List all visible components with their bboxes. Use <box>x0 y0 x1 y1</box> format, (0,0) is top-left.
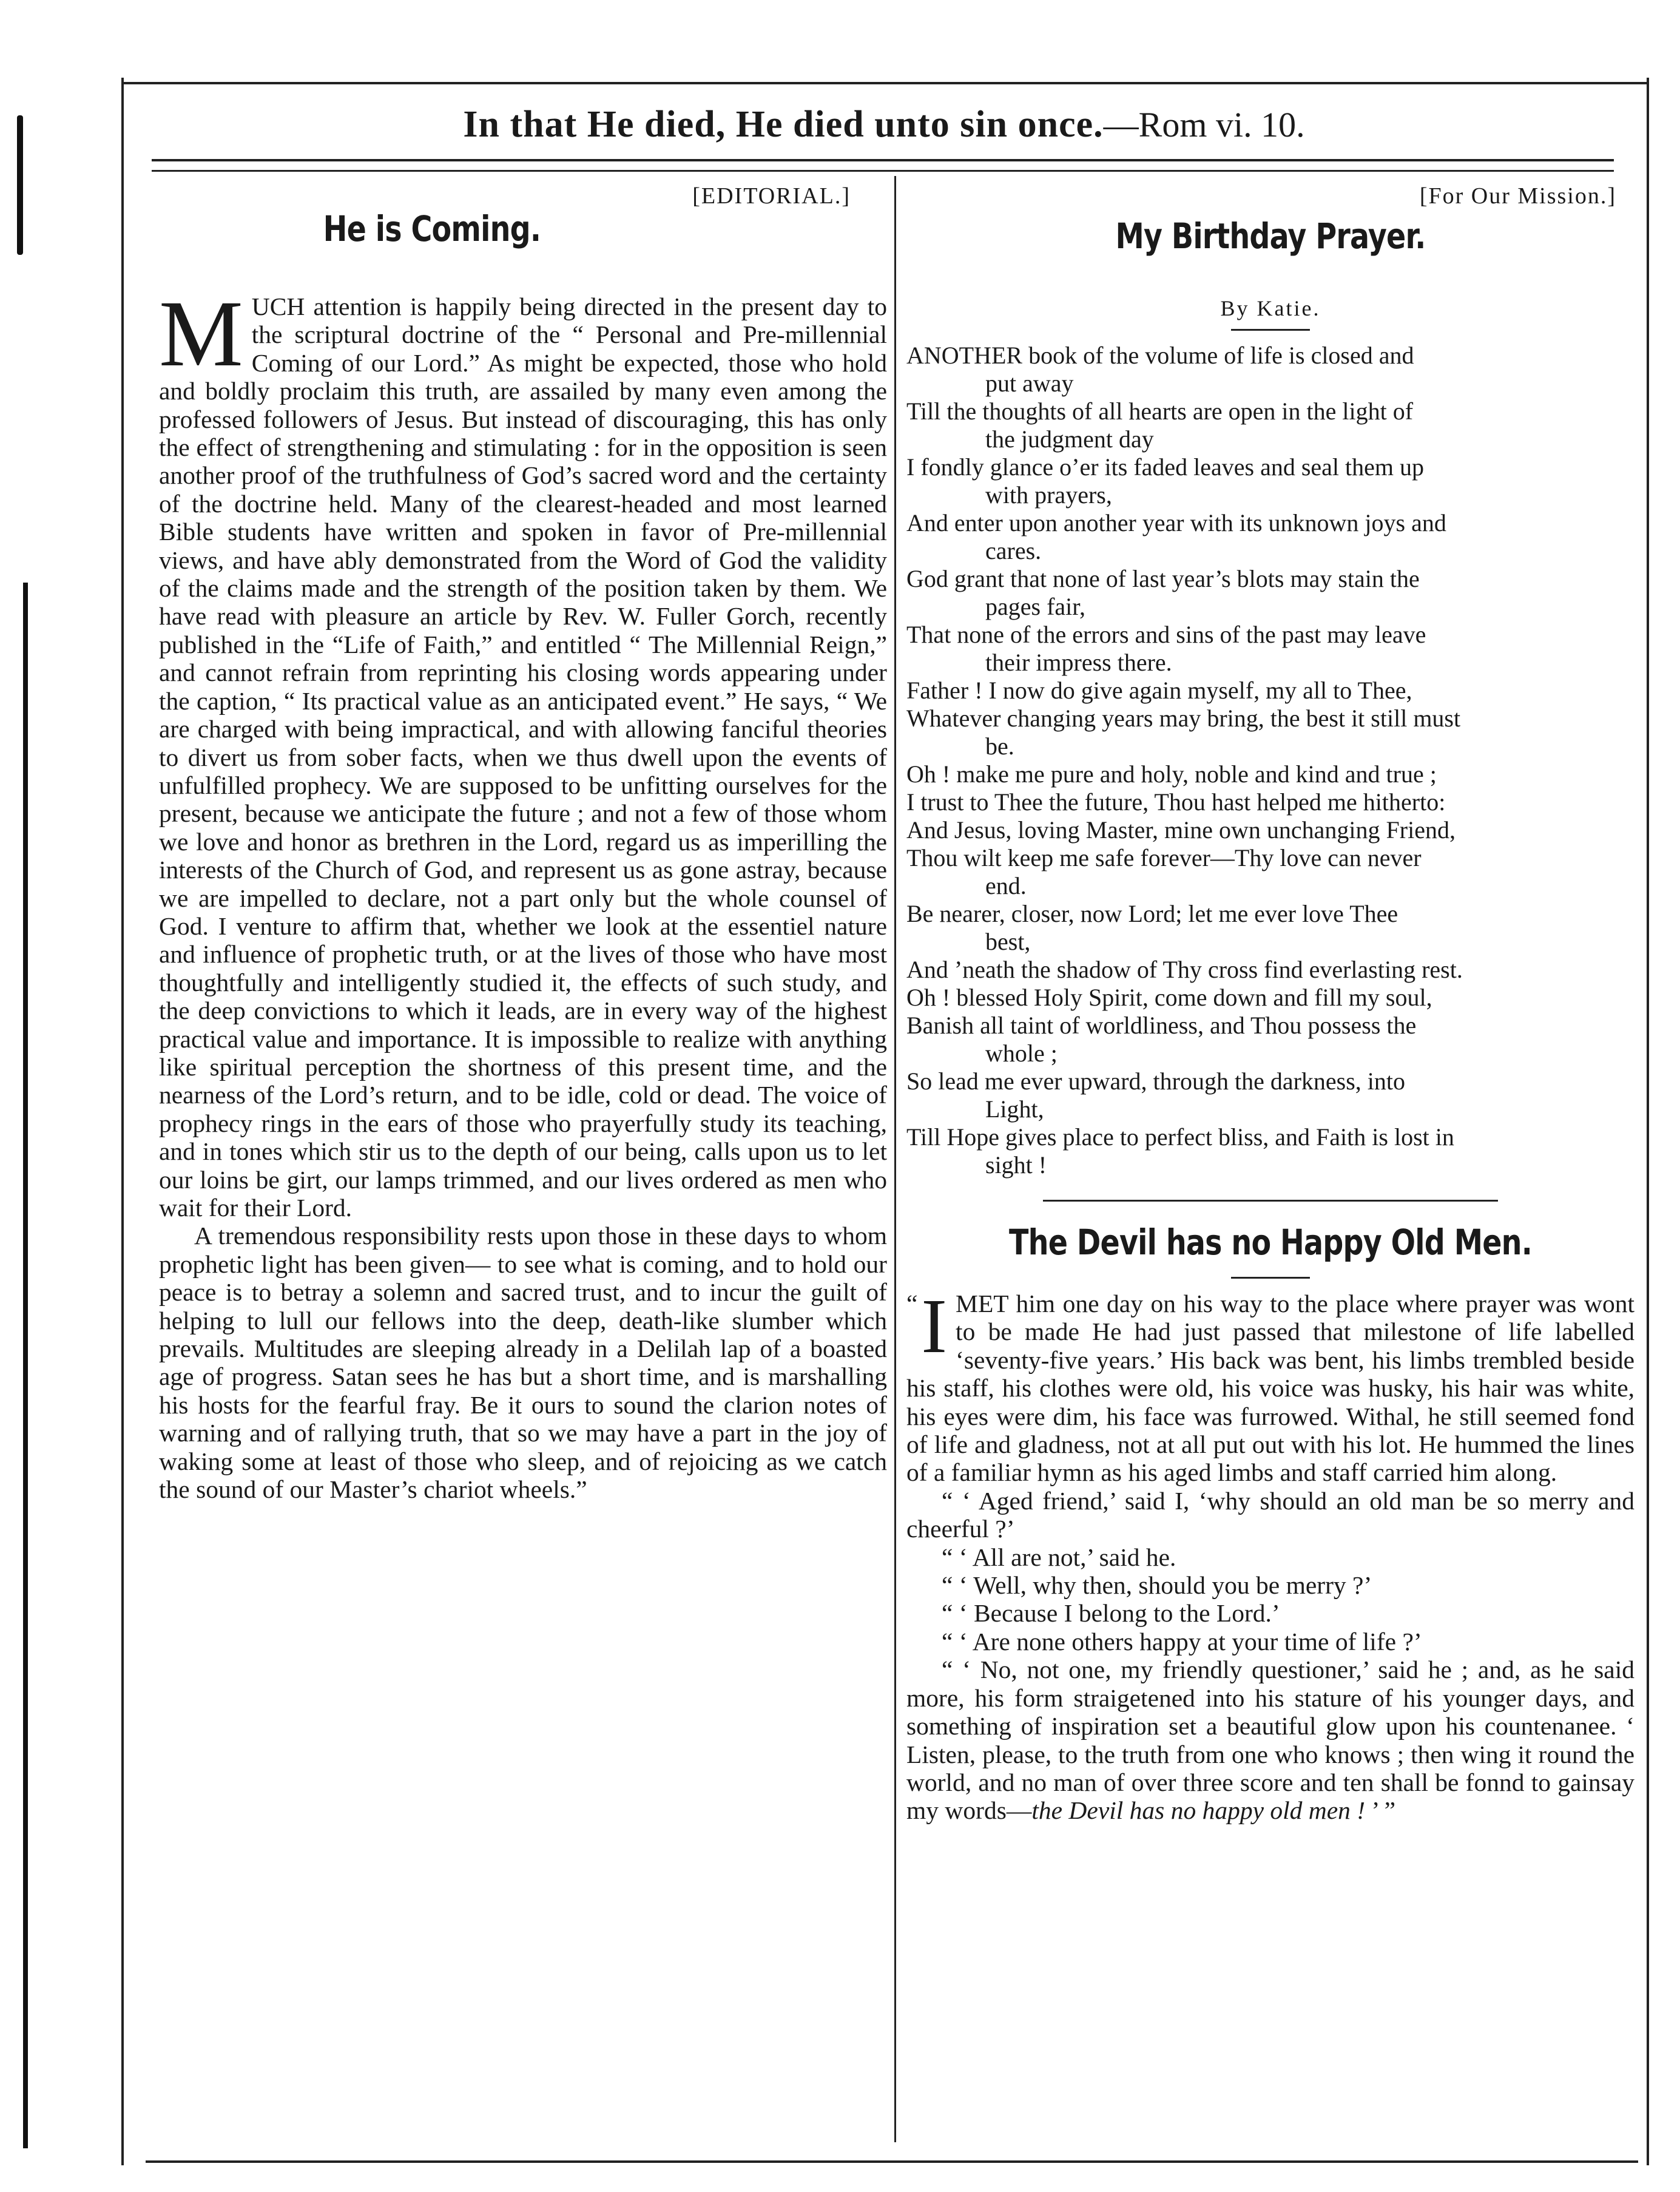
margin-mark <box>17 115 23 255</box>
poem-line-continuation: Light, <box>985 1095 1044 1123</box>
poem-line-continuation: end. <box>985 872 1027 899</box>
poem-body <box>906 342 1634 1179</box>
header-motto: In that He died, He died unto sin once. <box>463 104 1104 145</box>
column-divider <box>894 176 896 2142</box>
poem-line-continuation: whole ; <box>985 1040 1058 1067</box>
header-reference: —Rom vi. 10. <box>1103 105 1305 144</box>
drop-cap: I <box>921 1283 948 1369</box>
final-italic-text: the Devil has no happy old men ! <box>1031 1796 1366 1825</box>
story-paragraph-text: MET him one day on his way to the place where prayer was wont to be made He had just passed that milestone of life labelled ‘seventy-five years.’ His back was bent, his limbs trembled beside his staff, his clothes were old, his voice was husky, his hair was white, his eyes were dim, his face was furrowed. Withal, he still seemed fond of life and gladness, not at all put out with his lot. He hummed the lines of a familiar hymn as his aged limbs and staff carried him along. <box>906 1290 1634 1487</box>
top-rule <box>121 82 1647 84</box>
story-paragraph <box>906 1283 1634 1487</box>
dialogue-line: “ ‘ Are none others happy at your time of life ?’ <box>942 1627 1422 1656</box>
article-paragraph <box>159 281 887 1222</box>
byline-rule <box>1231 329 1310 331</box>
dialogue-line: “ ‘ All are not,’ said he. <box>942 1543 1176 1571</box>
story-title-rule <box>1231 1277 1310 1279</box>
poem-line-continuation: with prayers, <box>985 481 1112 509</box>
poem-line: And Jesus, loving Master, mine own unchanging Friend, <box>906 816 1456 844</box>
poem-line-continuation: the judgment day <box>985 425 1154 453</box>
poem-line: Oh ! make me pure and holy, noble and kind and true ; <box>906 760 1437 788</box>
story-title: The Devil has no Happy Old Men. <box>1009 1222 1532 1263</box>
dialogue-line: “ ‘ Aged friend,’ said I, ‘why should an old man be so merry and cheerful ?’ <box>906 1486 1634 1543</box>
page-header <box>121 91 1647 158</box>
dialogue-line: “ ‘ Well, why then, should you be merry ?’ <box>942 1571 1372 1600</box>
header-double-rule <box>152 159 1614 172</box>
article-title: He is Coming. <box>323 208 541 249</box>
open-quote: “ <box>906 1290 918 1318</box>
poem-line: Till the thoughts of all hearts are open in the light of <box>906 397 1414 425</box>
poem-line: Father ! I now do give again myself, my all to Thee, <box>906 677 1412 704</box>
poem-line-continuation: their impress there. <box>985 649 1172 676</box>
poem-line-continuation: be. <box>985 732 1014 760</box>
poem-line-continuation: put away <box>985 370 1074 397</box>
poem-line: God grant that none of last year’s blots may stain the <box>906 565 1420 592</box>
final-paragraph-text: “ ‘ No, not one, my friendly questioner,’ said he ; and, as he said more, his form straigetened into his stature of his younger days, and something of inspiration set a beautiful glow upon his countenanee. ‘ Listen, please, to the truth from one who knows ; then wing it round the world, and no man of over three score and ten shall be fonnd to gainsay my words— <box>906 1656 1634 1825</box>
section-rule <box>1043 1200 1498 1202</box>
story-body <box>906 1283 1634 1825</box>
poem-line: Whatever changing years may bring, the best it still must <box>906 705 1461 732</box>
editorial-tag: [EDITORIAL.] <box>692 183 851 209</box>
poem-byline: By Katie. <box>1220 296 1321 320</box>
poem-line-continuation: pages fair, <box>985 593 1085 620</box>
poem-line: Till Hope gives place to perfect bliss, and Faith is lost in <box>906 1123 1454 1151</box>
poem-line: ANOTHER book of the volume of life is closed and <box>906 342 1414 369</box>
article-body <box>159 281 887 1504</box>
dialogue-line: “ ‘ Because I belong to the Lord.’ <box>942 1599 1280 1628</box>
poem-line: That none of the errors and sins of the past may leave <box>906 621 1426 648</box>
poem-line: So lead me ever upward, through the darkness, into <box>906 1067 1406 1095</box>
right-column <box>906 182 1634 1825</box>
poem-line-continuation: sight ! <box>985 1151 1047 1179</box>
poem-title: My Birthday Prayer. <box>1115 215 1426 257</box>
poem-line-continuation: best, <box>985 928 1031 955</box>
poem-line-continuation: cares. <box>985 537 1042 564</box>
article-paragraph: A tremendous responsibility rests upon those in these days to whom prophetic light has been given— to see what is coming, and to hold our peace is to betray a solemn and sacred trust, and to incur the guilt of helping to lull our fellows into the deep, death-like slumber which prevails. Multitudes are sleeping already in a Delilah lap of a boasted age of progress. Satan sees he has but a short time, and is marshalling his hosts for the fearful fray. Be it ours to sound the clarion notes of warning and of rallying truth, that so we may have a part in the joy of waking some at least of those who sleep, and of rejoicing as we catch the sound of our Master’s chariot wheels.” <box>159 1222 887 1504</box>
poem-line: And ’neath the shadow of Thy cross find everlasting rest. <box>906 956 1463 983</box>
drop-cap: M <box>159 281 243 386</box>
poem-line: Thou wilt keep me safe forever—Thy love can never <box>906 844 1422 871</box>
story-final-paragraph <box>906 1656 1634 1824</box>
margin-line <box>23 583 28 2148</box>
poem-line: I trust to Thee the future, Thou hast helped me hitherto: <box>906 788 1446 816</box>
poem-line: Be nearer, closer, now Lord; let me ever love Thee <box>906 900 1398 927</box>
poem-line: And enter upon another year with its unknown joys and <box>906 509 1446 536</box>
bottom-rule <box>146 2160 1638 2163</box>
mission-tag: [For Our Mission.] <box>1419 183 1616 209</box>
article-paragraph-text: UCH attention is happily being directed in the present day to the scriptural doctrine of the “ Personal and Pre-millennial Coming of our Lord.” As might be expected, those who hold and boldly proclaim this truth, are assailed by many even among the professed followers of Jesus. But instead of discouraging, this has only the effect of strengthening and stimulating : for in the opposition is seen another proof of the truthfulness of God’s sacred word and the certainty of the doctrine held. Many of the clearest-headed and most learned Bible students have written and spoken in favor of Pre-millennial views, and have ably demonstrated from the Word of God the validity of the claims made and the strength of the position taken by them. We have read with pleasure an article by Rev. W. Fuller Gorch, recently published in the “Life of Faith,” and entitled “ The Millennial Reign,” and cannot refrain from reprinting his closing words appearing under the caption, “ Its practical value as an anticipated event.” He says, “ We are charged with being impractical, and with allowing fanciful theories to divert us from sober facts, when we thus dwell upon the events of unfulfilled prophecy. We are supposed to be unfitting ourselves for the present, because we anticipate the future ; and not a few of those whom we love and honor as brethren in the Lord, regard us as imperilling the interests of the Church of God, and represent us as gone astray, because we are impelled to declare, not a part only but the whole counsel of God. I venture to affirm that, whether we look at the essentiel nature and influence of prophetic truth, or at the lives of those who have most thoughtfully and intelligently studied it, the effects of such study, and the deep convictions to which it leads, are in every way of the highest practical value and importance. It is impossible to realize with anything like spiritual perception the shortness of this present time, and the nearness of the Lord’s return, and to be idle, cold or dead. The voice of prophecy rings in the ears of those who prayerfully study its teaching, and in tones which stir us to the depth of our being, calls upon us to let our loins be girt, our lamps trimmed, and our lives ordered as men who wait for their Lord. <box>159 293 887 1222</box>
poem-line: Oh ! blessed Holy Spirit, come down and fill my soul, <box>906 984 1432 1011</box>
left-column <box>159 182 887 1503</box>
final-close-quote: ’ ” <box>1365 1796 1396 1825</box>
poem-line: Banish all taint of worldliness, and Thou possess the <box>906 1012 1417 1039</box>
poem-line: I fondly glance o’er its faded leaves and seal them up <box>906 453 1425 481</box>
